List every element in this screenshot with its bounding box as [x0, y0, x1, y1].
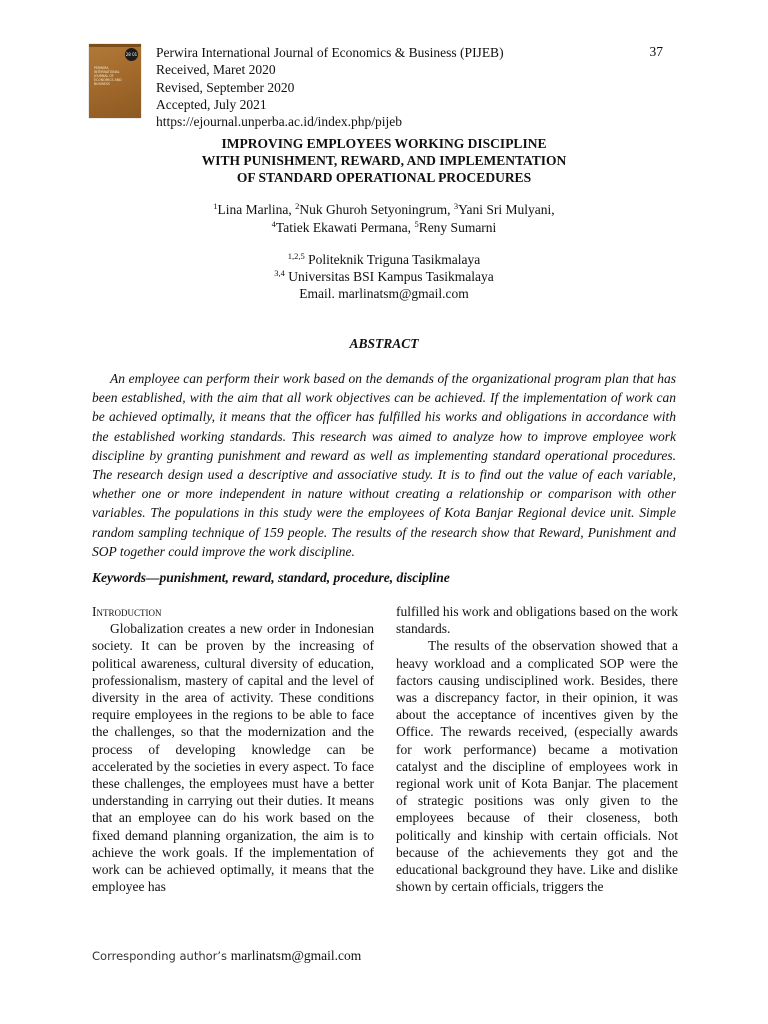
affiliation-2: Universitas BSI Kampus Tasikmalaya — [284, 269, 494, 284]
affiliation-1-sup: 1,2,5 — [287, 251, 305, 261]
affiliation-1: Politeknik Triguna Tasikmalaya — [304, 252, 481, 267]
author-5-sup: 5 — [414, 219, 419, 229]
revised-date: Revised, September 2020 — [156, 79, 295, 95]
received-date: Received, Maret 2020 — [156, 62, 276, 78]
footer-label: Corresponding author’s — [92, 949, 231, 963]
affiliations — [0, 251, 768, 302]
journal-name: Perwira International Journal of Economics & Business (PIJEB) — [156, 45, 504, 60]
cover-strip — [89, 44, 141, 47]
journal-url[interactable]: https://ejournal.unperba.ac.id/index.php/pijeb — [156, 114, 402, 130]
author-list — [0, 201, 768, 237]
title-line-3: OF STANDARD OPERATIONAL PROCEDURES — [236, 170, 532, 185]
right-column — [396, 603, 678, 895]
introduction-paragraph-1: Globalization creates a new order in Indonesian society. It can be proven by the increasing of political awareness, cultural diversity of education, professionalism, mastery of capital and the level of diversity in the area of activity. These conditions require employees in the regions to be able to face the challenges, so that the modernization and the process of developing knowledge can be accelerated by the societies in every aspect. To face these challenges, the employees must have a better understanding in carrying out their duties. It means that an employee can do his work based on the fixed demand planning organization, the aim is to achieve the work goals. If the implementation of work can be achieved optimally, it means that the employee has — [92, 621, 374, 895]
keywords: Keywords—punishment, reward, standard, procedure, discipline — [92, 570, 450, 585]
journal-cover-image — [89, 44, 141, 118]
page-number: 37 — [649, 44, 663, 59]
author-1: Lina Marlina, — [217, 202, 296, 217]
paper-title — [0, 135, 768, 186]
author-3-sup: 3 — [453, 201, 459, 211]
introduction-paragraph-2: The results of the observation showed that a heavy workload and a complicated SOP were the factors causing undisciplined work. Besides, there was a discrepancy factor, in their opinion, it was about the acceptance of incentives given by the Office. The rewards received, (especially awards for work performance) became a motivation catalyst and the discipline of employees work in regional work unit of Kota Banjar. The placement of strategic positions was only given to the employees because of their closeness, both politically and kinship with certain officials. Not because of the achievements they got and the educational background they have. Like and dislike shown by certain officials, triggers the — [396, 638, 678, 895]
abstract-heading: ABSTRACT — [349, 336, 419, 351]
author-1-sup: 1 — [213, 201, 218, 211]
author-4-sup: 4 — [271, 219, 276, 229]
author-3: Yani Sri Mulyani, — [458, 202, 555, 217]
cover-title: PERWIRA INTERNATIONAL JOURNAL OF ECONOMICS AND BUSINESS — [94, 66, 122, 86]
accepted-date: Accepted, July 2021 — [156, 96, 267, 112]
journal-header — [156, 44, 504, 130]
introduction-paragraph-1-continued: fulfilled his work and obligations based on the work standards. — [396, 604, 678, 637]
abstract-text: An employee can perform their work based on the demands of the organizational program plan that has been established, with the aim that all work objectives can be achieved. If the implementation of work can be achieved optimally, it means that the officer has fulfilled his works and obligations in accordance with the established working standards. This research was aimed to analyze how to improve employee work discipline by granting punishment and reward as well as implementing standard operational procedures. The research design used a descriptive and associative study. It is to find out the value of each variable, whether one or more independent in nature without creating a relationship or comparison with other variables. The populations in this study were the employees of Kota Banjar Regional device unit. Simple random sampling technique of 159 people. The results of the research show that Reward, Punishment and SOP together could improve the work discipline. — [92, 371, 676, 559]
title-line-1: IMPROVING EMPLOYEES WORKING DISCIPLINE — [221, 136, 547, 151]
introduction-heading: Introduction — [92, 604, 162, 619]
footer-email: marlinatsm@gmail.com — [230, 948, 362, 963]
affiliation-2-sup: 3,4 — [274, 268, 285, 278]
author-2-sup: 2 — [295, 201, 300, 211]
cover-badge: 28 01 — [125, 48, 138, 61]
author-5: Reny Sumarni — [418, 220, 497, 235]
title-line-2: WITH PUNISHMENT, REWARD, AND IMPLEMENTATION — [201, 153, 567, 168]
author-2: Nuk Ghuroh Setyoningrum, — [299, 202, 454, 217]
left-column — [92, 603, 374, 895]
contact-email: Email. marlinatsm@gmail.com — [299, 286, 469, 301]
author-4: Tatiek Ekawati Permana, — [275, 220, 415, 235]
corresponding-author-footer — [92, 948, 361, 964]
